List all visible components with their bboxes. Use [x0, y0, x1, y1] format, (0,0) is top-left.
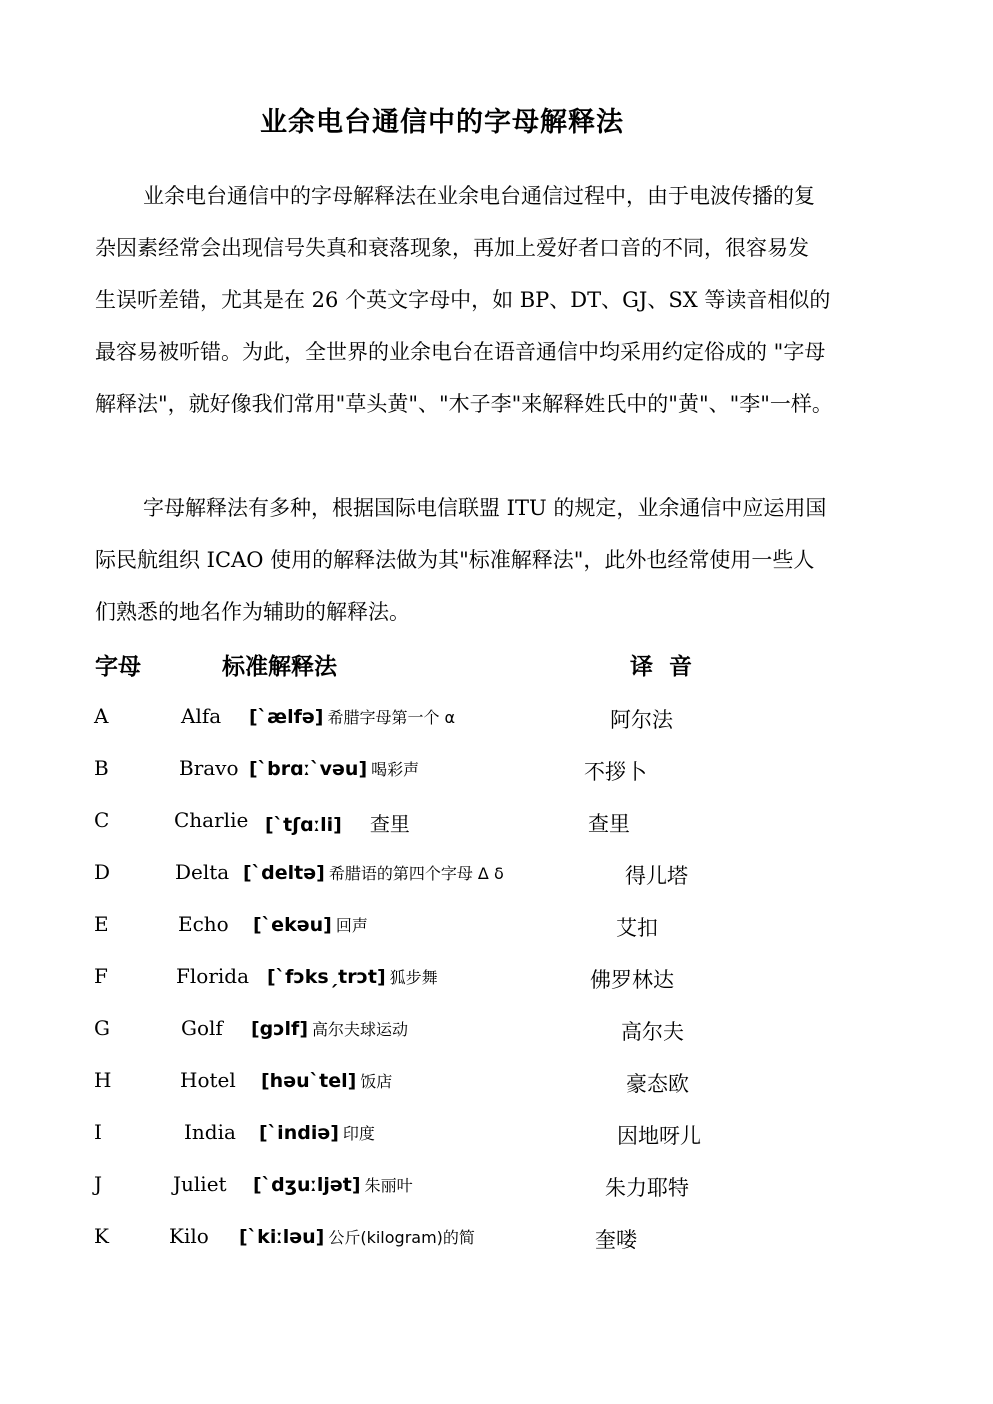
row-definition	[239, 1224, 475, 1248]
row-transliteration: 艾扣	[616, 916, 658, 940]
row-ipa: [gɔlf]	[251, 1018, 309, 1040]
paragraph-2-line-2: 际民航组织 ICAO 使用的解释法做为其"标准解释法"，此外也经常使用一些人	[95, 548, 815, 572]
row-ipa: [ˋdeltə]	[243, 862, 325, 884]
row-gloss: 查里	[369, 812, 410, 836]
table-row	[0, 1224, 993, 1264]
row-gloss: 公斤(kilogram)的简	[328, 1228, 475, 1247]
row-word: Charlie	[174, 808, 249, 832]
row-ipa: [həuˋtel]	[261, 1070, 357, 1092]
row-gloss: 饭店	[360, 1072, 393, 1091]
row-letter: A	[94, 704, 109, 728]
table-row	[0, 704, 993, 744]
row-ipa: [ˋdʒuːljət]	[253, 1174, 361, 1196]
row-word: Florida	[176, 964, 249, 988]
document-title: 业余电台通信中的字母解释法	[260, 107, 624, 138]
row-definition	[261, 1068, 392, 1092]
row-definition	[267, 964, 438, 988]
row-definition	[249, 756, 419, 780]
row-ipa: [ˋkiːləu]	[239, 1226, 325, 1248]
header-letter: 字母	[95, 653, 141, 680]
row-word: Echo	[178, 912, 229, 936]
row-word: Delta	[175, 860, 230, 884]
table-row	[0, 860, 993, 900]
row-gloss: 高尔夫球运动	[312, 1020, 409, 1039]
header-transliteration: 译 音	[630, 653, 693, 680]
row-definition	[249, 704, 455, 728]
row-gloss: 朱丽叶	[364, 1176, 413, 1195]
row-transliteration: 阿尔法	[610, 708, 673, 732]
row-definition	[251, 1016, 408, 1040]
row-ipa: [ˋfɔksˏtrɔt]	[267, 966, 386, 988]
row-letter: G	[94, 1016, 110, 1040]
row-ipa: [ˋbrɑːˋvəu]	[249, 758, 368, 780]
row-gloss: 喝彩声	[371, 760, 420, 779]
row-gloss: 希腊字母第一个 α	[327, 708, 456, 727]
table-row	[0, 1172, 993, 1212]
row-gloss: 希腊语的第四个字母 Δ δ	[328, 864, 504, 883]
row-letter: B	[94, 756, 109, 780]
row-word: India	[184, 1120, 236, 1144]
row-ipa: [ˋælfə]	[249, 706, 324, 728]
row-definition	[243, 860, 504, 884]
table-row	[0, 912, 993, 952]
row-transliteration: 豪态欧	[626, 1072, 689, 1096]
row-transliteration: 朱力耶特	[605, 1176, 689, 1200]
row-transliteration: 查里	[588, 812, 630, 836]
row-ipa: [ˋekəu]	[253, 914, 332, 936]
paragraph-2-line-1: 字母解释法有多种，根据国际电信联盟 ITU 的规定，业余通信中应运用国	[143, 496, 827, 520]
row-letter: E	[94, 912, 109, 936]
row-definition	[265, 808, 410, 837]
row-transliteration: 不拶卜	[584, 760, 647, 784]
paragraph-1-line-2: 杂因素经常会出现信号失真和衰落现象，再加上爱好者口音的不同，很容易发	[95, 236, 809, 260]
table-row	[0, 964, 993, 1004]
row-definition	[253, 912, 368, 936]
row-gloss: 狐步舞	[389, 968, 438, 987]
row-letter: D	[94, 860, 111, 884]
paragraph-1-line-1: 业余电台通信中的字母解释法在业余电台通信过程中，由于电波传播的复	[143, 184, 815, 208]
row-letter: J	[94, 1172, 103, 1196]
row-letter: F	[94, 964, 108, 988]
row-definition	[253, 1172, 413, 1196]
row-letter: K	[94, 1224, 109, 1248]
row-word: Alfa	[181, 704, 222, 728]
row-letter: I	[94, 1120, 102, 1144]
header-standard: 标准解释法	[222, 653, 337, 680]
row-transliteration: 因地呀儿	[617, 1124, 701, 1148]
table-row	[0, 808, 993, 848]
row-transliteration: 高尔夫	[621, 1020, 684, 1044]
row-letter: H	[94, 1068, 112, 1092]
paragraph-1-line-4: 最容易被听错。为此，全世界的业余电台在语音通信中均采用约定俗成的 "字母	[95, 340, 826, 364]
table-row	[0, 756, 993, 796]
table-row	[0, 1016, 993, 1056]
table-row	[0, 1120, 993, 1160]
row-word: Hotel	[180, 1068, 236, 1092]
paragraph-2-line-3: 们熟悉的地名作为辅助的解释法。	[95, 600, 410, 624]
row-word: Bravo	[179, 756, 239, 780]
row-definition	[259, 1120, 375, 1144]
paragraph-1-line-3: 生误听差错，尤其是在 26 个英文字母中，如 BP、DT、GJ、SX 等读音相似的	[95, 288, 831, 312]
row-ipa: [ˋindiə]	[259, 1122, 339, 1144]
row-transliteration: 佛罗林达	[590, 968, 674, 992]
row-transliteration: 得儿塔	[625, 864, 688, 888]
row-transliteration: 奎喽	[595, 1228, 637, 1252]
row-ipa: [ˋtʃɑːli]	[265, 814, 342, 836]
row-gloss: 印度	[342, 1124, 375, 1143]
paragraph-1-line-5: 解释法"，就好像我们常用"草头黄"、"木子李"来解释姓氏中的"黄"、"李"一样。	[95, 392, 833, 416]
table-row	[0, 1068, 993, 1108]
row-word: Kilo	[169, 1224, 209, 1248]
row-word: Golf	[181, 1016, 223, 1040]
row-gloss: 回声	[335, 916, 368, 935]
row-letter: C	[94, 808, 110, 832]
row-word: Juliet	[173, 1172, 227, 1196]
